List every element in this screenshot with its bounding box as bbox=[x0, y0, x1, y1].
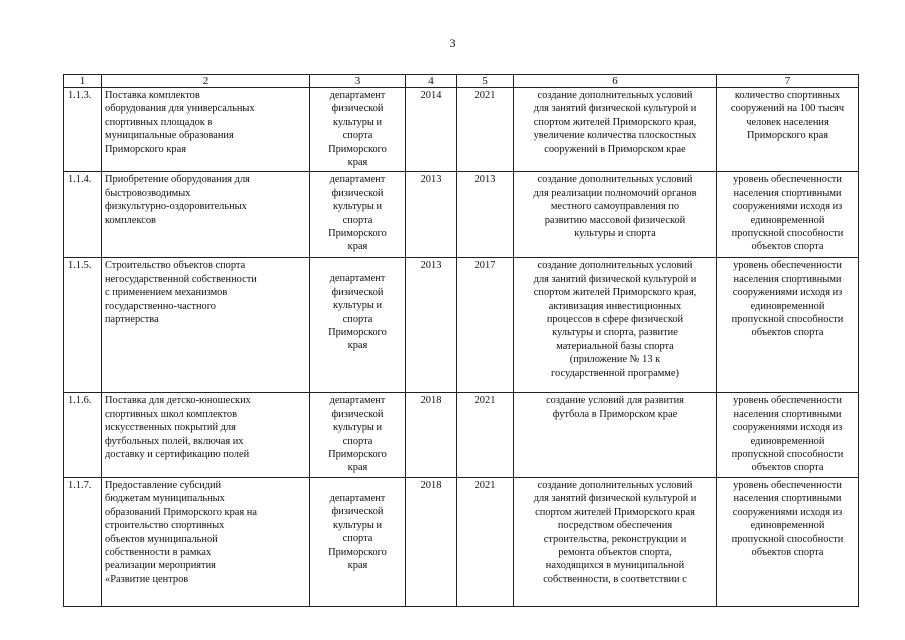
table-row bbox=[64, 172, 859, 258]
header-cell: 2 bbox=[102, 75, 310, 88]
table-row bbox=[64, 88, 859, 172]
header-cell: 6 bbox=[514, 75, 717, 88]
measure-name: Приобретение оборудования для быстровозводимых физкультурно-оздоровительных комплексов bbox=[102, 172, 310, 258]
row-number: 1.1.6. bbox=[64, 393, 102, 477]
header-row bbox=[64, 75, 859, 88]
header-cell: 5 bbox=[457, 75, 514, 88]
start-year: 2018 bbox=[406, 477, 457, 606]
table-row bbox=[64, 393, 859, 477]
header-cell: 7 bbox=[717, 75, 859, 88]
indicator: уровень обеспеченности населения спортивными сооружениями исходя из единовременной пропускной способности объектов спорта bbox=[717, 393, 859, 477]
expected-result: создание дополнительных условий для занятий физической культурой и спортом жителей Приморского края, активизация инвестиционных процессов в сфере физической культуры и спорта, развитие материальной базы спорта (приложение № 13 к государственной программе) bbox=[514, 258, 717, 393]
start-year: 2018 bbox=[406, 393, 457, 477]
indicator: уровень обеспеченности населения спортивными сооружениями исходя из единовременной пропускной способности объектов спорта bbox=[717, 477, 859, 606]
table-row bbox=[64, 477, 859, 606]
end-year: 2021 bbox=[457, 393, 514, 477]
table-row bbox=[64, 258, 859, 393]
header-cell: 1 bbox=[64, 75, 102, 88]
measure-name: Поставка комплектов оборудования для универсальных спортивных площадок в муниципальные образования Приморского края bbox=[102, 88, 310, 172]
executor: департамент физической культуры и спорта Приморского края bbox=[310, 172, 406, 258]
executor: департамент физической культуры и спорта Приморского края bbox=[310, 393, 406, 477]
measure-name: Предоставление субсидий бюджетам муниципальных образований Приморского края на строительство спортивных объектов муниципальной собственности в рамках реализации мероприятия «Развитие центров bbox=[102, 477, 310, 606]
expected-result: создание условий для развития футбола в Приморском крае bbox=[514, 393, 717, 477]
measures-table bbox=[63, 74, 859, 607]
expected-result: создание дополнительных условий для реализации полномочий органов местного самоуправления по развитию массовой физической культуры и спорта bbox=[514, 172, 717, 258]
indicator: уровень обеспеченности населения спортивными сооружениями исходя из единовременной пропускной способности объектов спорта bbox=[717, 258, 859, 393]
row-number: 1.1.5. bbox=[64, 258, 102, 393]
page-number: 3 bbox=[449, 36, 456, 50]
end-year: 2013 bbox=[457, 172, 514, 258]
start-year: 2013 bbox=[406, 172, 457, 258]
end-year: 2021 bbox=[457, 477, 514, 606]
row-number: 1.1.7. bbox=[64, 477, 102, 606]
header-cell: 4 bbox=[406, 75, 457, 88]
start-year: 2013 bbox=[406, 258, 457, 393]
indicator: количество спортивных сооружений на 100 тысяч человек населения Приморского края bbox=[717, 88, 859, 172]
measure-name: Поставка для детско-юношеских спортивных школ комплектов искусственных покрытий для футбольных полей, включая их доставку и сертификацию полей bbox=[102, 393, 310, 477]
expected-result: создание дополнительных условий для занятий физической культурой и спортом жителей Приморского края посредством обеспечения строительства, реконструкции и ремонта объектов спорта, находящихся в муниципальной собственности, в соответствии с bbox=[514, 477, 717, 606]
row-number: 1.1.4. bbox=[64, 172, 102, 258]
executor: департамент физической культуры и спорта Приморского края bbox=[310, 258, 406, 393]
header-cell: 3 bbox=[310, 75, 406, 88]
row-number: 1.1.3. bbox=[64, 88, 102, 172]
expected-result: создание дополнительных условий для занятий физической культурой и спортом жителей Приморского края, увеличение количества плоскостных сооружений в Приморском крае bbox=[514, 88, 717, 172]
executor: департамент физической культуры и спорта Приморского края bbox=[310, 477, 406, 606]
measure-name: Строительство объектов спорта негосударственной собственности с применением механизмов государственно-частного партнерства bbox=[102, 258, 310, 393]
start-year: 2014 bbox=[406, 88, 457, 172]
end-year: 2021 bbox=[457, 88, 514, 172]
indicator: уровень обеспеченности населения спортивными сооружениями исходя из единовременной пропускной способности объектов спорта bbox=[717, 172, 859, 258]
end-year: 2017 bbox=[457, 258, 514, 393]
executor: департамент физической культуры и спорта Приморского края bbox=[310, 88, 406, 172]
